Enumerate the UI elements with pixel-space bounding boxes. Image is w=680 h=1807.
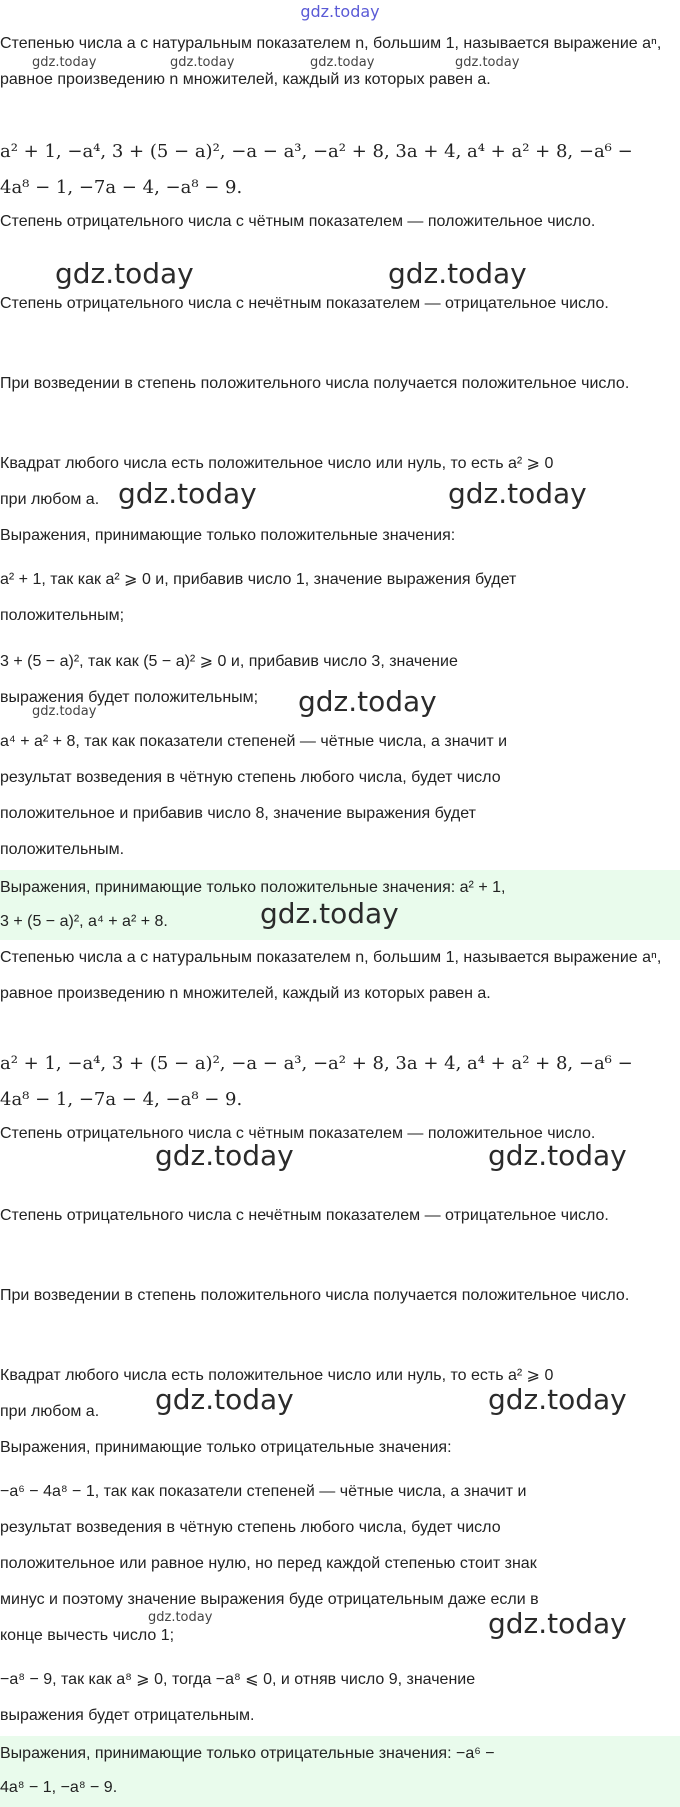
positive-base-rule-2: При возведении в степень положительного числа получается положительное число. [0, 1287, 630, 1304]
watermark: gdz.today [298, 685, 437, 718]
watermark: gdz.today [55, 257, 194, 290]
definition-text-2: Степенью числа a с натуральным показателем n, большим 1, называется выражение aⁿ, равное произведению n множителей, каждый из которых равен a. [0, 949, 662, 1002]
watermark: gdz.today [488, 1383, 627, 1416]
item-3-line-1: a⁴ + a² + 8, так как показатели степеней — чётные числа, а значит и [0, 733, 508, 750]
neg-item-1-line-1: −a⁶ − 4a⁸ − 1, так как показатели степеней — чётные числа, а значит и [0, 1483, 527, 1500]
item-2-line-2: выражения будет положительным; [0, 689, 259, 706]
item-1-line-2: положительным; [0, 607, 125, 624]
square-rule-line-2: при любом a. [0, 491, 100, 508]
neg-item-2-line-2: выражения будет отрицательным. [0, 1707, 255, 1724]
negative-heading: Выражения, принимающие только отрицательные значения: [0, 1439, 452, 1456]
answer-line-2: 3 + (5 − a)², a⁴ + a² + 8. [0, 913, 168, 930]
watermark: gdz.today [455, 55, 520, 70]
square-rule-2-line-1: Квадрат любого числа есть положительное число или нуль, то есть a² ⩾ 0 [0, 1367, 554, 1384]
neg-item-1-line-2: результат возведения в чётную степень любого числа, будет число [0, 1519, 501, 1536]
watermark: gdz.today [310, 55, 375, 70]
watermark: gdz.today [32, 704, 97, 719]
positive-base-rule: При возведении в степень положительного числа получается положительное число. [0, 375, 630, 392]
expression-list-2-line-1: a² + 1, −a⁴, 3 + (5 − a)², −a − a³, −a² + 8, 3a + 4, a⁴ + a² + 8, −a⁶ − [0, 1053, 633, 1074]
watermark: gdz.today [448, 477, 587, 510]
item-3-line-4: положительным. [0, 841, 125, 858]
answer-box-negative [0, 1736, 680, 1807]
even-power-rule-2: Степень отрицательного числа с чётным показателем — положительное число. [0, 1125, 596, 1142]
watermark: gdz.today [388, 257, 527, 290]
neg-item-2-line-1: −a⁸ − 9, так как a⁸ ⩾ 0, тогда −a⁸ ⩽ 0, и отняв число 9, значение [0, 1671, 476, 1688]
neg-item-1-line-4: минус и поэтому значение выражения буде отрицательным даже если в [0, 1591, 539, 1608]
watermark: gdz.today [118, 477, 257, 510]
expression-list-2-line-2: 4a⁸ − 1, −7a − 4, −a⁸ − 9. [0, 1089, 243, 1110]
square-rule-line-1: Квадрат любого числа есть положительное число или нуль, то есть a² ⩾ 0 [0, 455, 554, 472]
neg-answer-line-1: Выражения, принимающие только отрицательные значения: −a⁶ − [0, 1745, 495, 1762]
neg-item-1-line-3: положительное или равное нулю, но перед каждой степенью стоит знак [0, 1555, 537, 1572]
answer-line-1: Выражения, принимающие только положительные значения: a² + 1, [0, 879, 506, 896]
odd-power-rule-2: Степень отрицательного числа с нечётным показателем — отрицательное число. [0, 1207, 609, 1224]
watermark: gdz.today [488, 1607, 627, 1640]
watermark: gdz.today [155, 1139, 294, 1172]
item-3-line-2: результат возведения в чётную степень любого числа, будет число [0, 769, 501, 786]
watermark: gdz.today [155, 1383, 294, 1416]
watermark: gdz.today [148, 1610, 213, 1625]
item-1-line-1: a² + 1, так как a² ⩾ 0 и, прибавив число 1, значение выражения будет [0, 571, 517, 588]
neg-answer-line-2: 4a⁸ − 1, −a⁸ − 9. [0, 1779, 118, 1796]
item-3-line-3: положительное и прибавив число 8, значение выражения будет [0, 805, 476, 822]
item-2-line-1: 3 + (5 − a)², так как (5 − a)² ⩾ 0 и, прибавив число 3, значение [0, 653, 458, 670]
square-rule-2-line-2: при любом a. [0, 1403, 100, 1420]
expression-list-line-1: a² + 1, −a⁴, 3 + (5 − a)², −a − a³, −a² + 8, 3a + 4, a⁴ + a² + 8, −a⁶ − [0, 141, 633, 162]
odd-power-rule: Степень отрицательного числа с нечётным показателем — отрицательное число. [0, 295, 609, 312]
definition-paragraph-2 [0, 940, 676, 1012]
watermark: gdz.today [32, 55, 97, 70]
even-power-rule: Степень отрицательного числа с чётным показателем — положительное число. [0, 213, 596, 230]
watermark: gdz.today [260, 897, 399, 930]
definition-text: Степенью числа a с натуральным показателем n, большим 1, называется выражение aⁿ, равное произведению n множителей, каждый из которых равен a. [0, 35, 662, 88]
watermark: gdz.today [170, 55, 235, 70]
site-header-link[interactable]: gdz.today [300, 2, 380, 21]
watermark: gdz.today [488, 1139, 627, 1172]
neg-item-1-line-5: конце вычесть число 1; [0, 1627, 175, 1644]
expression-list-line-2: 4a⁸ − 1, −7a − 4, −a⁸ − 9. [0, 177, 243, 198]
positive-heading: Выражения, принимающие только положительные значения: [0, 527, 456, 544]
